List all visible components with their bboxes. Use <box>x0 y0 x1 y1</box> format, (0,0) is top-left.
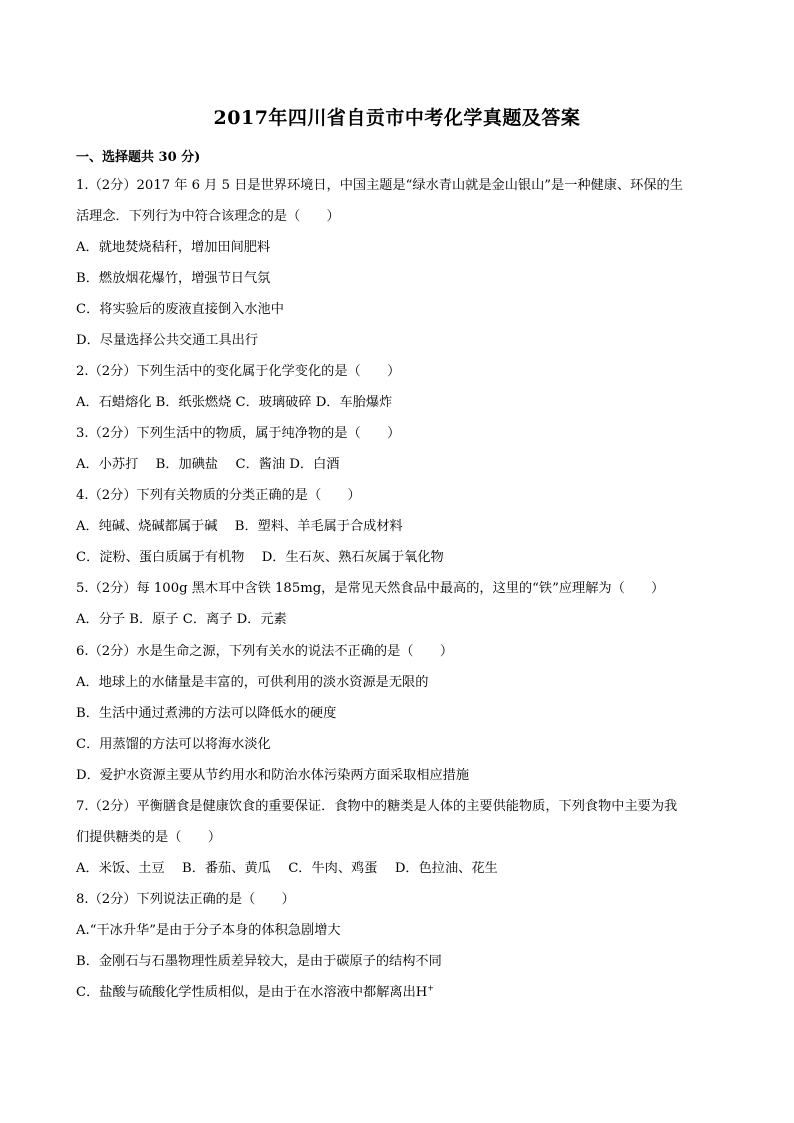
section-heading: 一、选择题共 30 分) <box>76 150 201 165</box>
option-line: A．就地焚烧秸秆，增加田间肥料 <box>76 240 271 255</box>
option-line: A．石蜡熔化 B．纸张燃烧 C．玻璃破碎 D．车胎爆炸 <box>76 395 393 410</box>
option-line: B．金刚石与石墨物理性质差异较大，是由于碳原子的结构不同 <box>76 954 442 969</box>
text-line: 活理念．下列行为中符合该理念的是（ ） <box>76 209 340 224</box>
option-line: B．生活中通过煮沸的方法可以降低水的硬度 <box>76 706 337 721</box>
text-line: 4.（2分）下列有关物质的分类正确的是（ ） <box>76 488 361 503</box>
option-line: A．米饭、土豆 B．番茄、黄瓜 C．牛肉、鸡蛋 D．色拉油、花生 <box>76 861 498 876</box>
text-line: 5.（2分）每 100g 黑木耳中含铁 185mg，是常见天然食品中最高的，这里的“铁”应理解为（ ） <box>76 581 665 596</box>
ion-charge-superscript: + <box>427 983 434 993</box>
option-line: A.“干冰升华”是由于分子本身的体积急剧增大 <box>76 923 341 938</box>
option-line: C．淀粉、蛋白质属于有机物 D．生石灰、熟石灰属于氧化物 <box>76 550 444 565</box>
option-line: A．小苏打 B．加碘盐 C．酱油 D．白酒 <box>76 457 340 472</box>
text-line: 1.（2分）2017 年 6 月 5 日是世界环境日，中国主题是“绿水青山就是金山银山”是一种健康、环保的生 <box>76 178 683 193</box>
text-line: 2.（2分）下列生活中的变化属于化学变化的是（ ） <box>76 364 401 379</box>
option-line: C．将实验后的废液直接倒入水池中 <box>76 302 284 317</box>
option-text: C．盐酸与硫酸化学性质相似，是由于在水溶液中都解离出H <box>76 985 428 1000</box>
text-line: 3.（2分）下列生活中的物质，属于纯净物的是（ ） <box>76 426 401 441</box>
text-line: 8.（2分）下列说法正确的是（ ） <box>76 892 295 907</box>
option-line: A．分子 B．原子 C．离子 D．元素 <box>76 612 287 627</box>
page-title: 2017年四川省自贡市中考化学真题及答案 <box>213 107 581 129</box>
option-line: A．纯碱、烧碱都属于碱 B．塑料、羊毛属于合成材料 <box>76 519 403 534</box>
option-line: D．爱护水资源主要从节约用水和防治水体污染两方面采取相应措施 <box>76 768 470 783</box>
text-line: 6.（2分）水是生命之源，下列有关水的说法不正确的是（ ） <box>76 644 454 659</box>
text-line: 们提供糖类的是（ ） <box>76 830 222 845</box>
option-line: A．地球上的水储量是丰富的，可供利用的淡水资源是无限的 <box>76 675 429 690</box>
text-line: 7.（2分）平衡膳食是健康饮食的重要保证．食物中的糖类是人体的主要供能物质，下列食物中主要为我 <box>76 799 678 814</box>
option-line: B．燃放烟花爆竹，增强节日气氛 <box>76 271 271 286</box>
option-line <box>76 984 434 1002</box>
option-line: C．用蒸馏的方法可以将海水淡化 <box>76 737 271 752</box>
option-line: D．尽量选择公共交通工具出行 <box>76 333 259 348</box>
